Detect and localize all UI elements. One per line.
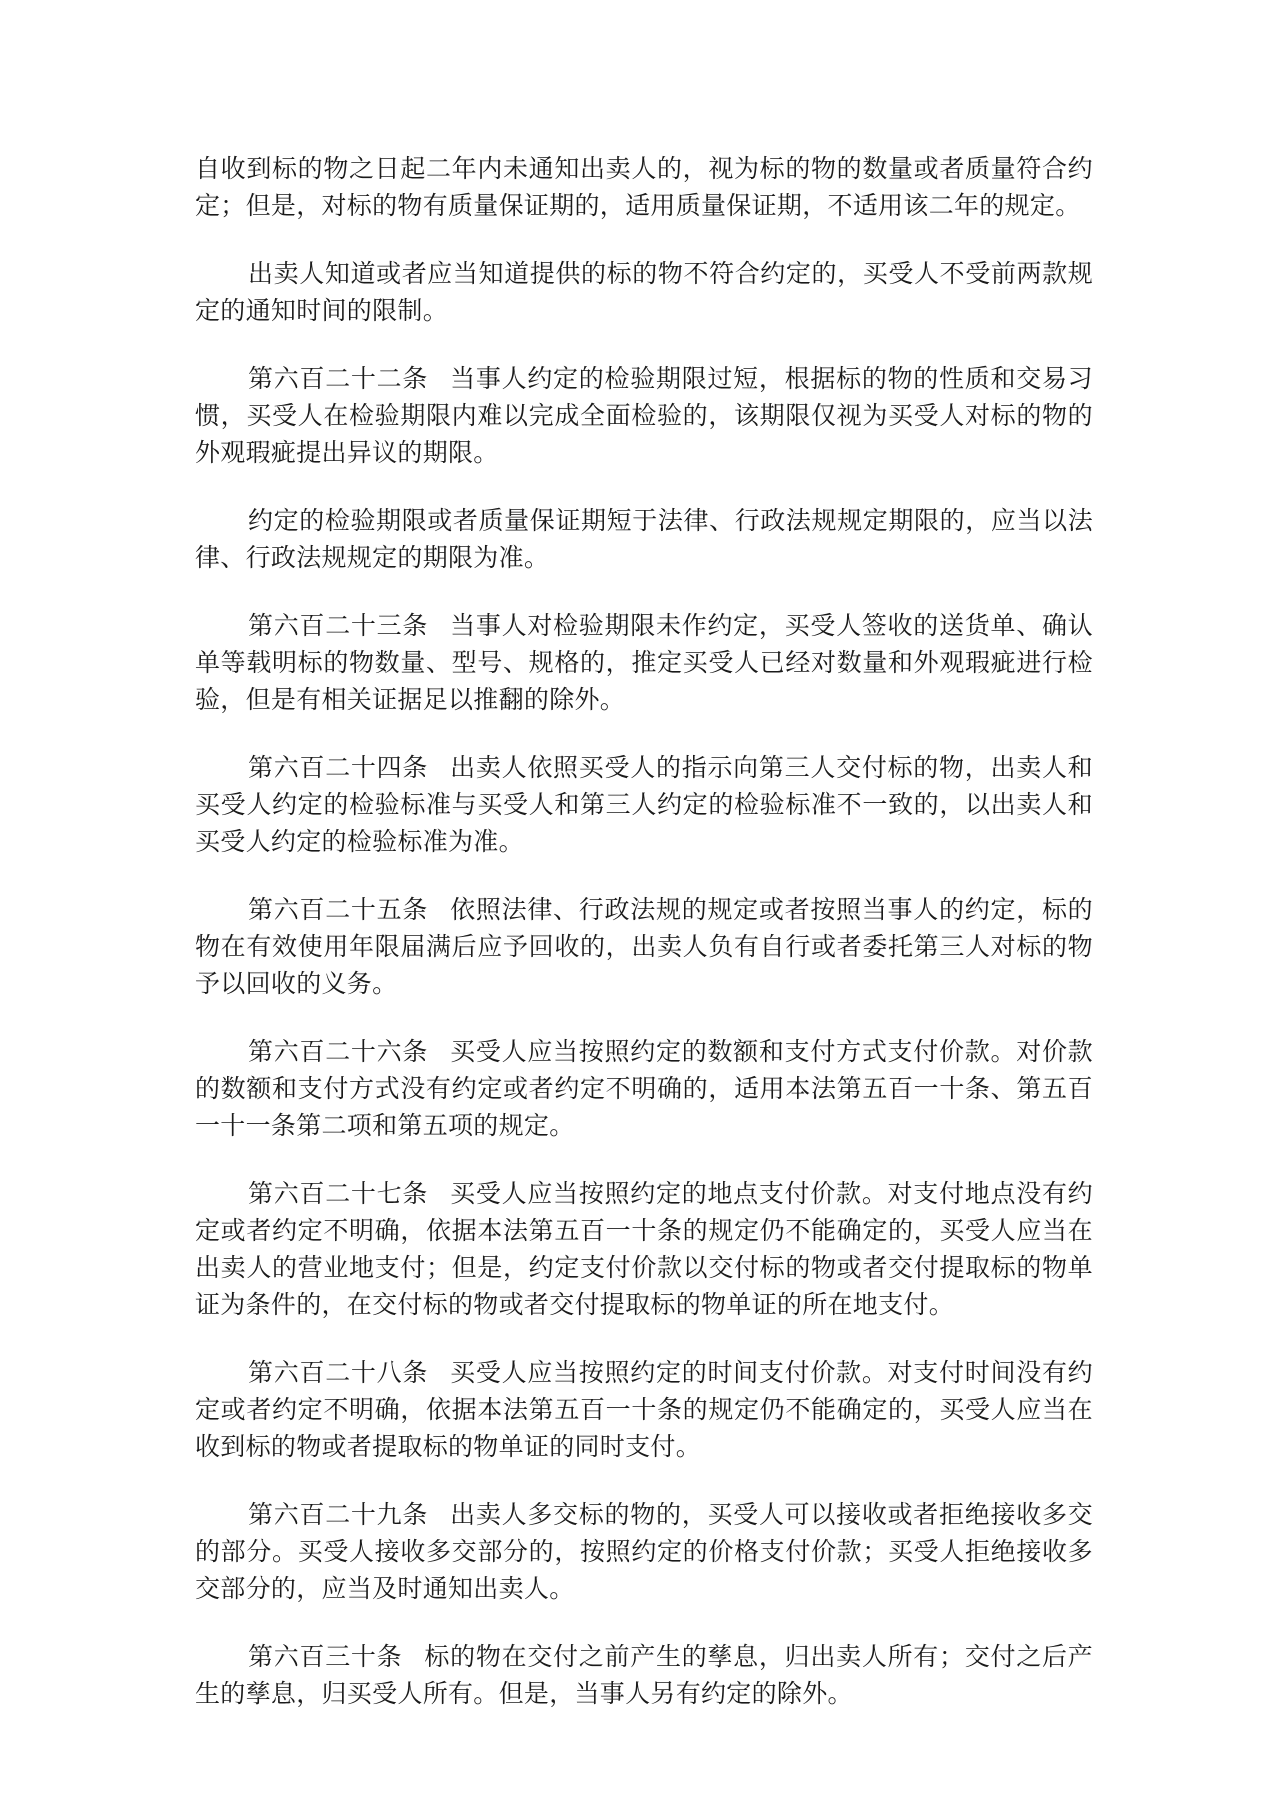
article-text: 买受人应当按照约定的数额和支付方式支付价款。对价款的数额和支付方式没有约定或者约定不明确的，适用本法第五百一十条、第五百一十一条第二项和第五项的规定。 [195,1037,1093,1140]
article-number: 第六百二十四条 [248,753,429,782]
article-number: 第六百二十五条 [248,895,429,924]
article-text: 买受人应当按照约定的地点支付价款。对支付地点没有约定或者约定不明确，依据本法第五百一十条的规定仍不能确定的，买受人应当在出卖人的营业地支付；但是，约定支付价款以交付标的物或者交付提取标的物单证为条件的，在交付标的物或者交付提取标的物单证的所在地支付。 [195,1179,1093,1319]
paragraph-text: 出卖人知道或者应当知道提供的标的物不符合约定的，买受人不受前两款规定的通知时间的限制。 [195,259,1093,325]
paragraph-continuation [195,150,1093,224]
article-number: 第六百二十九条 [248,1500,429,1529]
article-text: 出卖人多交标的物的，买受人可以接收或者拒绝接收多交的部分。买受人接收多交部分的，按照约定的价格支付价款；买受人拒绝接收多交部分的，应当及时通知出卖人。 [195,1500,1093,1603]
article-624 [195,749,1093,860]
article-629 [195,1496,1093,1607]
paragraph-text: 约定的检验期限或者质量保证期短于法律、行政法规规定期限的，应当以法律、行政法规规定的期限为准。 [195,506,1093,572]
article-number: 第六百二十八条 [248,1358,429,1387]
article-626 [195,1033,1093,1144]
article-text: 当事人约定的检验期限过短，根据标的物的性质和交易习惯，买受人在检验期限内难以完成全面检验的，该期限仅视为买受人对标的物的外观瑕疵提出异议的期限。 [195,364,1093,467]
article-number: 第六百二十三条 [248,611,429,640]
article-628 [195,1354,1093,1465]
article-text: 出卖人依照买受人的指示向第三人交付标的物，出卖人和买受人约定的检验标准与买受人和第三人约定的检验标准不一致的，以出卖人和买受人约定的检验标准为准。 [195,753,1093,856]
article-text: 依照法律、行政法规的规定或者按照当事人的约定，标的物在有效使用年限届满后应予回收的，出卖人负有自行或者委托第三人对标的物予以回收的义务。 [195,895,1093,998]
article-number: 第六百二十七条 [248,1179,429,1208]
article-622 [195,360,1093,471]
paragraph [195,255,1093,329]
article-number: 第六百二十二条 [248,364,429,393]
paragraph [195,502,1093,576]
article-text: 买受人应当按照约定的时间支付价款。对支付时间没有约定或者约定不明确，依据本法第五百一十条的规定仍不能确定的，买受人应当在收到标的物或者提取标的物单证的同时支付。 [195,1358,1093,1461]
document-page [195,150,1093,1743]
article-number: 第六百三十条 [248,1642,403,1671]
article-625 [195,891,1093,1002]
paragraph-text: 自收到标的物之日起二年内未通知出卖人的，视为标的物的数量或者质量符合约定；但是，对标的物有质量保证期的，适用质量保证期，不适用该二年的规定。 [195,154,1093,220]
article-630 [195,1638,1093,1712]
article-623 [195,607,1093,718]
article-text: 标的物在交付之前产生的孳息，归出卖人所有；交付之后产生的孳息，归买受人所有。但是，当事人另有约定的除外。 [195,1642,1093,1708]
article-627 [195,1175,1093,1323]
article-text: 当事人对检验期限未作约定，买受人签收的送货单、确认单等载明标的物数量、型号、规格的，推定买受人已经对数量和外观瑕疵进行检验，但是有相关证据足以推翻的除外。 [195,611,1093,714]
article-number: 第六百二十六条 [248,1037,429,1066]
